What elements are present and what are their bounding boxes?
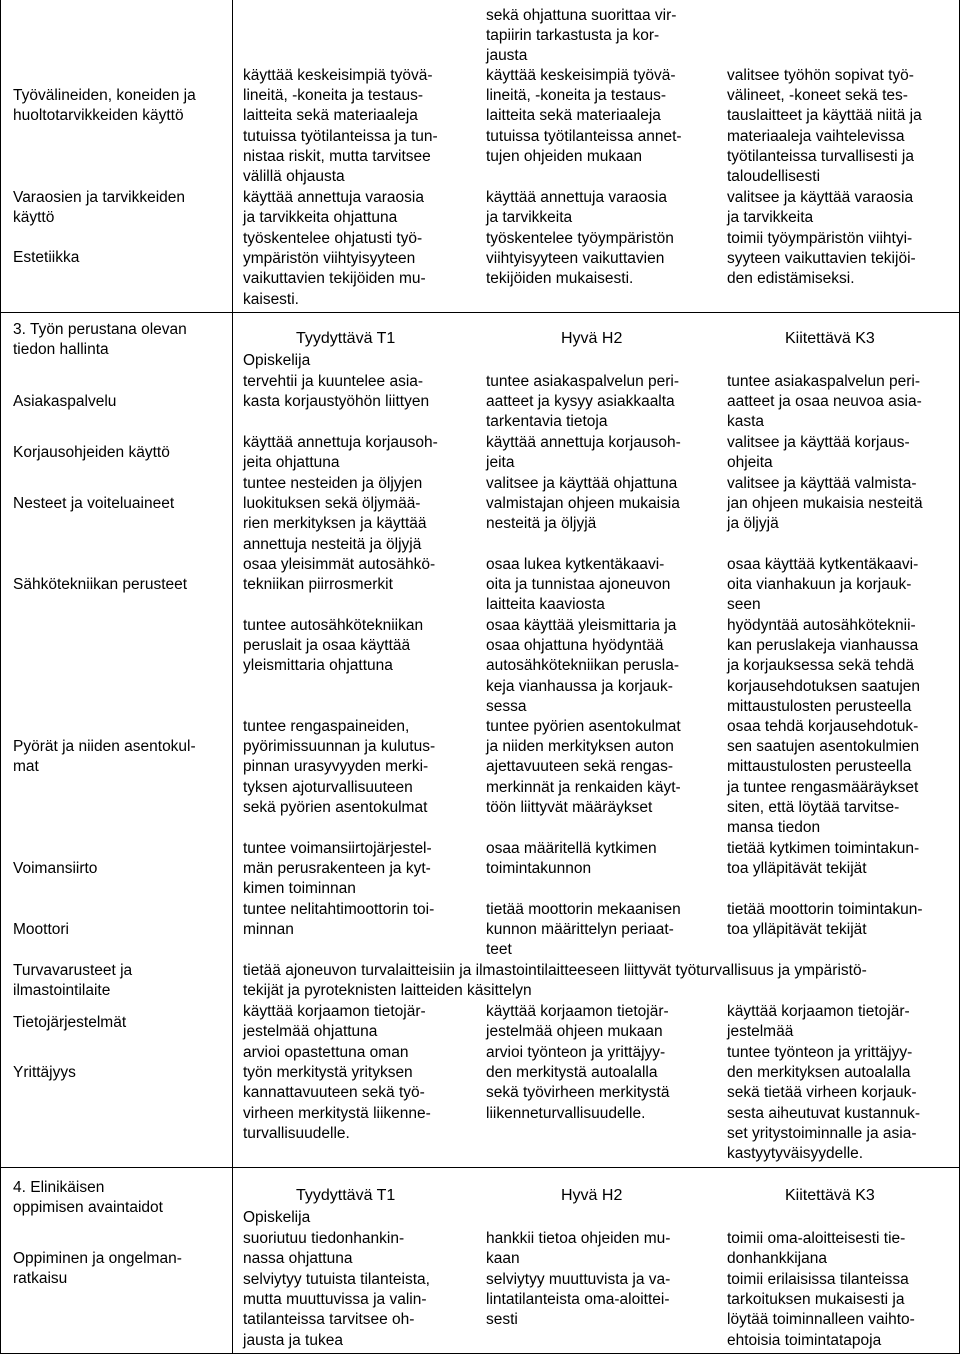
cell-c1-estetiikka: työskentelee ohjatusti työ- ympäristön viihtyisyyteen vaikuttavien tekijöiden mu- kaisesti. <box>243 230 426 308</box>
column-divider-1 <box>232 0 233 1354</box>
header-h2-s4: Hyvä H2 <box>561 1187 623 1204</box>
cell-turvavarusteet-merged: tietää ajoneuvon turvalaitteisiin ja ilmastointilaitteeseen liittyvät työturvallisuus ja ympäristö- tekijät ja pyroteknisten laitteiden käsittelyn <box>243 962 867 1000</box>
label-moottori: Moottori <box>13 921 69 938</box>
table-border-left <box>0 0 1 1354</box>
label-oppiminen: Oppiminen ja ongelman- ratkaisu <box>13 1250 182 1288</box>
cell-c3-oppiminen-2: toimii erilaisissa tilanteissa tarkoituksen mukaisesti ja löytää toiminnalleen vaihto- ehtoisia toimintatapoja <box>727 1271 915 1349</box>
cell-c2-nesteet: valitsee ja käyttää ohjattuna valmistajan ohjeen mukaisia nesteitä ja öljyjä <box>486 475 680 533</box>
section-divider-3 <box>0 312 960 313</box>
cell-c1-asiakaspalvelu: tervehtii ja kuuntelee asia- kasta korjaustyöhön liittyen <box>243 373 430 411</box>
header-opiskelija-s4: Opiskelija <box>243 1209 311 1226</box>
cell-c2-sahko: osaa lukea kytkentäkaavi- oita ja tunnistaa ajoneuvon laitteita kaaviosta <box>486 556 671 614</box>
header-k3: Kiitettävä K3 <box>785 330 875 347</box>
cell-c2-sahko-2: osaa käyttää yleismittaria ja osaa ohjattuna hyödyntää autosähkötekniikan perusla- keja vianhaussa ja korjauk- sessa <box>486 617 680 715</box>
cell-c3-tyovalineet: valitsee työhön sopivat työ- välineet, -koneet sekä tes- tauslaitteet ja käyttää niitä ja materiaaleja vaihtelevissa työtilanteissa turvallisesti ja taloudellisesti <box>727 67 922 186</box>
cell-c3-pyorat: osaa tehdä korjausehdotuk- sen saatujen asentokulmien mittaustulosten perusteella ja tuntee rengasmääräykset siten, että löytää tarvitse- mansa tiedon <box>727 718 920 837</box>
label-korjausohjeet: Korjausohjeiden käyttö <box>13 444 170 461</box>
label-estetiikka: Estetiikka <box>13 249 80 266</box>
cell-c2-pyorat: tuntee pyörien asentokulmat ja niiden merkityksen auton ajettavuuteen sekä rengas- merkinnät ja renkaiden käyt- töön liittyvät määräykset <box>486 718 681 816</box>
section-divider-4 <box>0 1167 960 1168</box>
section-3-title: 3. Työn perustana olevan tiedon hallinta <box>13 321 187 359</box>
cell-c3-yrittajyys: tuntee työnteon ja yrittäjyy- den merkityksen autoalalla sekä tietää virheen korjauk- sesta aiheutuvat kustannuk- set yritystoiminnalle ja asia- kastyytyväisyydelle. <box>727 1044 921 1163</box>
header-opiskelija: Opiskelija <box>243 352 311 369</box>
cell-c3-nesteet: valitsee ja käyttää valmista- jan ohjeen mukaisia nesteitä ja öljyjä <box>727 475 923 533</box>
label-sahko: Sähkötekniikan perusteet <box>13 576 188 593</box>
cell-c1-yrittajyys: arvioi opastettuna oman työn merkitystä yrityksen kannattavuuteen sekä työ- virheen merkitystä liikenne- turvallisuudelle. <box>243 1044 431 1142</box>
cell-c1-oppiminen-2: selviytyy tutuista tilanteista, mutta muuttuvissa ja valin- tatilanteissa tarvitsee oh- jausta ja tukea <box>243 1271 430 1349</box>
label-turvavarusteet: Turvavarusteet ja ilmastointilaite <box>13 962 133 1000</box>
cell-c2-moottori: tietää moottorin mekaanisen kunnon määrittelyn periaat- teet <box>486 901 681 959</box>
label-voimansiirto: Voimansiirto <box>13 860 98 877</box>
cell-c2-yrittajyys: arvioi työnteon ja yrittäjyy- den merkitystä autoalalla sekä työvirheen merkitystä liikenneturvallisuudelle. <box>486 1044 670 1122</box>
label-nesteet: Nesteet ja voiteluaineet <box>13 495 175 512</box>
cell-c3-estetiikka: toimii työympäristön viihtyi- syyteen vaikuttavien tekijöi- den edistämiseksi. <box>727 230 916 288</box>
cell-c1-oppiminen-1: suoriutuu tiedonhankin- nassa ohjattuna <box>243 1230 405 1268</box>
header-h2: Hyvä H2 <box>561 330 623 347</box>
cell-c2-oppiminen-2: selviytyy muuttuvista ja va- lintatilanteista oma-aloittei- sesti <box>486 1271 671 1329</box>
label-yrittajyys: Yrittäjyys <box>13 1064 76 1081</box>
cell-c2-tietojarjestelmat: käyttää korjaamon tietojär- jestelmää ohjeen mukaan <box>486 1003 669 1041</box>
cell-c2-estetiikka: työskentelee työympäristön viihtyisyyteen vaikuttavien tekijöiden mukaisesti. <box>486 230 674 288</box>
cell-c1-nesteet: tuntee nesteiden ja öljyjen luokituksen sekä öljymää- rien merkityksen ja käyttää annettuja nesteitä ja öljyjä <box>243 475 427 553</box>
cell-c1-tyovalineet: käyttää keskeisimpiä työvä- lineitä, -koneita ja testaus- laitteita sekä materiaaleja tutuissa työtilanteissa ja tun- nistaa riskit, mutta tarvitsee välillä ohjausta <box>243 67 438 186</box>
cell-c1-voimansiirto: tuntee voimansiirtojärjestel- män perusrakenteen ja kyt- kimen toiminnan <box>243 840 432 898</box>
header-t1-s4: Tyydyttävä T1 <box>296 1187 396 1204</box>
header-t1: Tyydyttävä T1 <box>296 330 396 347</box>
cell-c3-varaosat: valitsee ja käyttää varaosia ja tarvikkeita <box>727 189 914 227</box>
cell-c2-korjausohjeet: käyttää annettuja korjausoh- jeita <box>486 434 681 472</box>
cell-c1-varaosat: käyttää annettuja varaosia ja tarvikkeita ohjattuna <box>243 189 424 227</box>
cell-c2-continuation: sekä ohjattuna suorittaa vir- tapiirin tarkastusta ja kor- jausta <box>486 7 677 65</box>
cell-c3-sahko: osaa käyttää kytkentäkaavi- oita vianhakuun ja korjauk- seen <box>727 556 919 614</box>
cell-c1-moottori: tuntee nelitahtimoottorin toi- minnan <box>243 901 435 939</box>
header-k3-s4: Kiitettävä K3 <box>785 1187 875 1204</box>
label-asiakaspalvelu: Asiakaspalvelu <box>13 393 117 410</box>
cell-c3-korjausohjeet: valitsee ja käyttää korjaus- ohjeita <box>727 434 910 472</box>
cell-c3-moottori: tietää moottorin toimintakun- toa ylläpitävät tekijät <box>727 901 923 939</box>
cell-c1-korjausohjeet: käyttää annettuja korjausoh- jeita ohjattuna <box>243 434 438 472</box>
cell-c3-asiakaspalvelu: tuntee asiakaspalvelun peri- aatteet ja osaa neuvoa asia- kasta <box>727 373 922 431</box>
label-tyovalineet: Työvälineiden, koneiden ja huoltotarvikkeiden käyttö <box>13 87 196 125</box>
cell-c1-tietojarjestelmat: käyttää korjaamon tietojär- jestelmää ohjattuna <box>243 1003 426 1041</box>
cell-c2-tyovalineet: käyttää keskeisimpiä työvä- lineitä, -koneita ja testaus- laitteita sekä materiaaleja tutuissa työtilanteissa annet- tujen ohjeiden mukaan <box>486 67 682 165</box>
cell-c1-sahko: osaa yleisimmät autosähkö- tekniikan piirrosmerkit <box>243 556 436 594</box>
cell-c3-tietojarjestelmat: käyttää korjaamon tietojär- jestelmää <box>727 1003 910 1041</box>
label-tietojarjestelmat: Tietojärjestelmät <box>13 1014 127 1031</box>
cell-c1-pyorat: tuntee rengaspaineiden, pyörimissuunnan ja kulutus- pinnan urasyvyyden merki- tyksen ajoturvallisuuteen sekä pyörien asentokulmat <box>243 718 436 816</box>
cell-c3-sahko-2: hyödyntää autosähköteknii- kan peruslakeja vianhaussa ja korjauksessa sekä tehdä korjausehdotuksen saatujen mittaustulosten perusteella <box>727 617 921 715</box>
cell-c3-voimansiirto: tietää kytkimen toimintakun- toa ylläpitävät tekijät <box>727 840 920 878</box>
section-4-title: 4. Elinikäisen oppimisen avaintaidot <box>13 1179 163 1217</box>
cell-c2-asiakaspalvelu: tuntee asiakaspalvelun peri- aatteet ja kysyy asiakkaalta tarkentavia tietoja <box>486 373 680 431</box>
cell-c1-sahko-2: tuntee autosähkötekniikan peruslait ja osaa käyttää yleismittaria ohjattuna <box>243 617 424 675</box>
label-varaosat: Varaosien ja tarvikkeiden käyttö <box>13 189 186 227</box>
cell-c2-voimansiirto: osaa määritellä kytkimen toimintakunnon <box>486 840 657 878</box>
cell-c2-oppiminen-1: hankkii tietoa ohjeiden mu- kaan <box>486 1230 671 1268</box>
label-pyorat: Pyörät ja niiden asentokul- mat <box>13 738 196 776</box>
cell-c2-varaosat: käyttää annettuja varaosia ja tarvikkeita <box>486 189 667 227</box>
cell-c3-oppiminen-1: toimii oma-aloitteisesti tie- donhankkijana <box>727 1230 906 1268</box>
